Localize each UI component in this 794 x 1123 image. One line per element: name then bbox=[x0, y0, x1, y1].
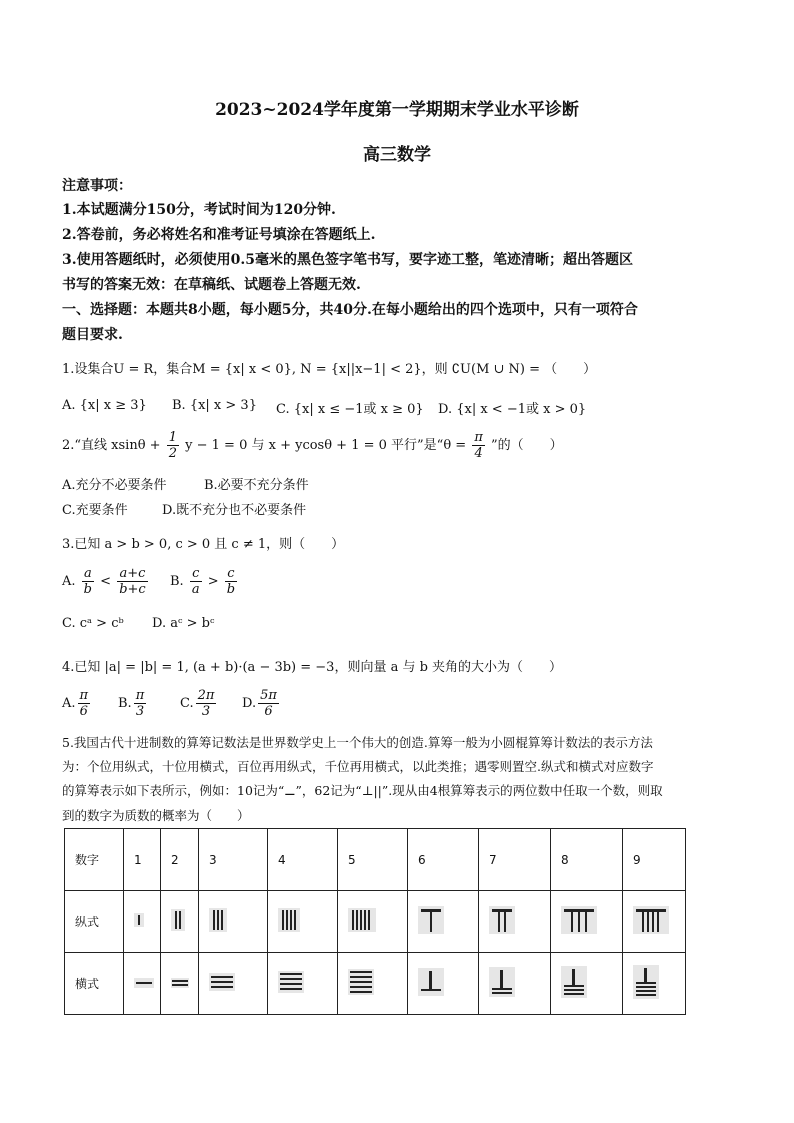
digit-cell: 6 bbox=[408, 829, 479, 891]
exam-title: 2023~2024学年度第一学期期末学业水平诊断 bbox=[215, 100, 579, 120]
digit-cell: 8 bbox=[551, 829, 623, 891]
q1-option-a: A. {x| x ≥ 3} bbox=[62, 398, 147, 413]
q5-line-4: 到的数字为质数的概率为（ ） bbox=[62, 808, 250, 823]
section-heading-line1: 一、选择题：本题共8小题，每小题5分，共40分.在每小题给出的四个选项中，只有一项符合 bbox=[62, 302, 638, 318]
digit-cell: 5 bbox=[338, 829, 408, 891]
table-row-horizontal bbox=[65, 953, 686, 1015]
q2-stem-post: ”的（ ） bbox=[491, 438, 563, 453]
q4-option-a: A. $\frac{\pi}{6}$ bbox=[62, 688, 89, 719]
section-heading-line2: 题目要求. bbox=[62, 327, 123, 343]
notice-heading: 注意事项： bbox=[62, 178, 132, 194]
q1-option-c: C. {x| x ≤ −1或 x ≥ 0} bbox=[276, 402, 424, 417]
horizontal-form-label: 横式 bbox=[65, 953, 124, 1015]
q2-stem-pre: 2.“直线 xsinθ + bbox=[62, 438, 161, 453]
notice-item-1: 1.本试题满分150分，考试时间为120分钟. bbox=[62, 202, 336, 218]
q2-stem bbox=[62, 430, 563, 461]
q4-option-d: D. $\frac{5\pi}{6}$ bbox=[242, 688, 277, 719]
horizontal-rod-2 bbox=[161, 953, 199, 1015]
q4-stem: 4.已知 |a| = |b| = 1, (a + b)·(a − 3b) = −3，则向量 a 与 b 夹角的大小为（ ） bbox=[62, 660, 563, 675]
notice-item-3: 3.使用答题纸时，必须使用0.5毫米的黑色签字笔书写，要字迹工整，笔迹清晰；超出答题区 bbox=[62, 252, 633, 268]
vertical-rod-1 bbox=[124, 891, 161, 953]
q2-option-b: B.必要不充分条件 bbox=[204, 478, 309, 493]
q2-option-a: A.充分不必要条件 bbox=[62, 478, 167, 493]
q4-option-c: C. $\frac{2\pi}{3}$ bbox=[180, 688, 215, 719]
vertical-form-label: 纵式 bbox=[65, 891, 124, 953]
vertical-rod-2 bbox=[161, 891, 199, 953]
q1-option-d: D. {x| x < −1或 x > 0} bbox=[438, 402, 587, 417]
horizontal-rod-3 bbox=[199, 953, 268, 1015]
rod-numeral-table bbox=[64, 828, 686, 1015]
digit-cell: 9 bbox=[623, 829, 686, 891]
vertical-rod-6 bbox=[408, 891, 479, 953]
q3-option-d: D. aᶜ > bᶜ bbox=[152, 616, 215, 631]
q5-line-2: 为：个位用纵式，十位用横式，百位再用纵式，千位再用横式，以此类推；遇零则置空.纵式和横式对应数字 bbox=[62, 759, 654, 774]
q4-option-b: B. $\frac{\pi}{3}$ bbox=[118, 688, 145, 719]
horizontal-rod-4 bbox=[268, 953, 338, 1015]
q3-option-b: B. $\frac{c}{a}$ > $\frac{c}{b}$ bbox=[170, 566, 236, 597]
notice-item-2: 2.答卷前，务必将姓名和准考证号填涂在答题纸上. bbox=[62, 227, 376, 243]
vertical-rod-5 bbox=[338, 891, 408, 953]
vertical-rod-7 bbox=[479, 891, 551, 953]
q2-option-c: C.充要条件 bbox=[62, 503, 128, 518]
q3-option-a: A. $\frac{a}{b}$ < $\frac{a+c}{b+c}$ bbox=[62, 566, 146, 597]
vertical-rod-3 bbox=[199, 891, 268, 953]
table-row-digits bbox=[65, 829, 686, 891]
digit-cell: 1 bbox=[124, 829, 161, 891]
horizontal-rod-5 bbox=[338, 953, 408, 1015]
q5-line-1: 5.我国古代十进制数的算筹记数法是世界数学史上一个伟大的创造.算筹一般为小圆棍算筹计数法的表示方法 bbox=[62, 735, 653, 750]
exam-subtitle: 高三数学 bbox=[363, 145, 431, 165]
q1-option-b: B. {x| x > 3} bbox=[172, 398, 257, 413]
vertical-rod-8 bbox=[551, 891, 623, 953]
horizontal-rod-7 bbox=[479, 953, 551, 1015]
digit-cell: 7 bbox=[479, 829, 551, 891]
digit-cell: 2 bbox=[161, 829, 199, 891]
q5-line-3: 的算筹表示如下表所示，例如：10记为“⚊”，62记为“⊥||”.现从由4根算筹表示的两位数中任取一个数，则取 bbox=[62, 783, 663, 798]
notice-item-4: 书写的答案无效：在草稿纸、试题卷上答题无效. bbox=[62, 277, 361, 293]
horizontal-rod-1 bbox=[124, 953, 161, 1015]
vertical-rod-4 bbox=[268, 891, 338, 953]
q2-fraction-half: $\frac{1}{2}$ bbox=[168, 430, 177, 461]
horizontal-rod-6 bbox=[408, 953, 479, 1015]
q2-option-d: D.既不充分也不必要条件 bbox=[162, 503, 307, 518]
q2-stem-mid: y − 1 = 0 与 x + ycosθ + 1 = 0 平行”是“θ = bbox=[185, 438, 467, 453]
digit-cell: 4 bbox=[268, 829, 338, 891]
vertical-rod-9 bbox=[623, 891, 686, 953]
table-header-label: 数字 bbox=[65, 829, 124, 891]
q1-stem: 1.设集合U = R，集合M = {x| x < 0}, N = {x||x−1| < 2}，则 ∁U(M ∪ N) = （ ） bbox=[62, 362, 597, 377]
q2-fraction-pi-4: $\frac{\pi}{4}$ bbox=[474, 430, 483, 461]
horizontal-rod-9 bbox=[623, 953, 686, 1015]
table-row-vertical bbox=[65, 891, 686, 953]
horizontal-rod-8 bbox=[551, 953, 623, 1015]
q3-stem: 3.已知 a > b > 0, c > 0 且 c ≠ 1，则（ ） bbox=[62, 537, 345, 552]
digit-cell: 3 bbox=[199, 829, 268, 891]
q3-option-c: C. cᵃ > cᵇ bbox=[62, 616, 124, 631]
